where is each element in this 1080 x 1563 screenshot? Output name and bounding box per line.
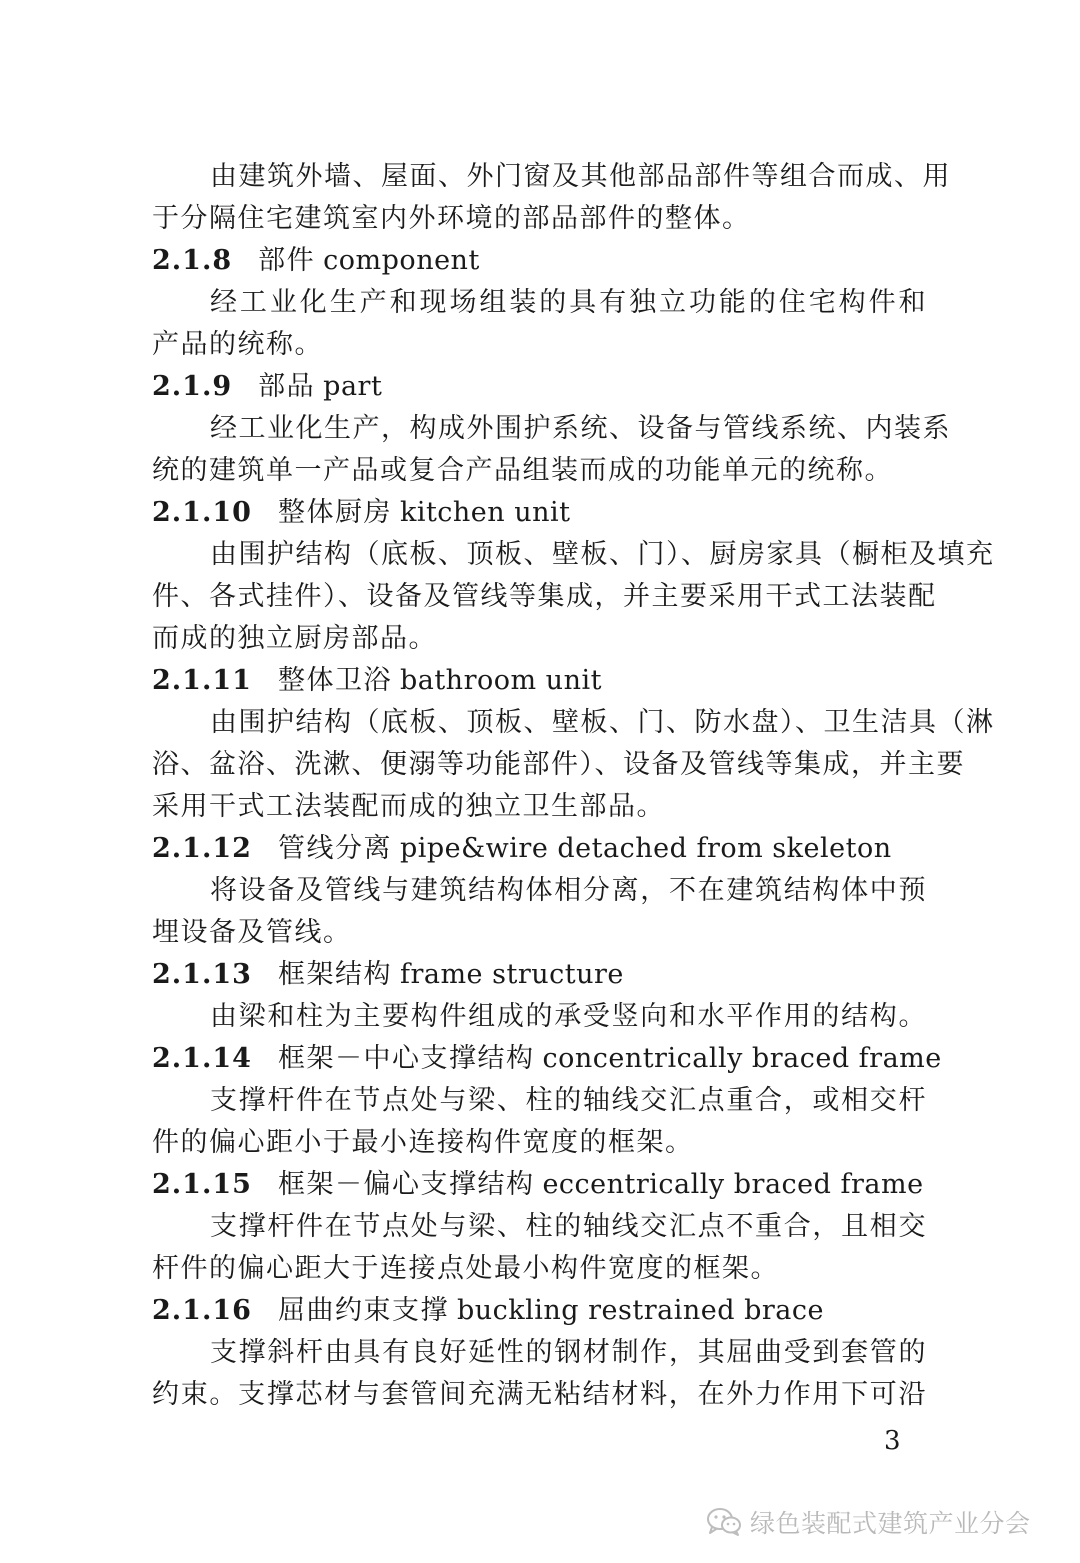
term-name-en: component bbox=[323, 245, 480, 276]
term-heading-2-1-10 bbox=[152, 496, 927, 530]
term-heading-2-1-14 bbox=[152, 1042, 942, 1076]
term-name-zh: 整体卫浴 bbox=[277, 665, 392, 696]
term-heading-2-1-8 bbox=[152, 244, 927, 278]
watermark bbox=[706, 1502, 1031, 1542]
term-name-en: kitchen unit bbox=[399, 497, 571, 528]
term-name-zh: 部件 bbox=[258, 245, 316, 276]
term-heading-2-1-11 bbox=[152, 664, 927, 698]
paragraph-line: 产品的统称。 bbox=[152, 329, 323, 360]
term-name-zh: 屈曲约束支撑 bbox=[277, 1295, 449, 1326]
paragraph-line: 于分隔住宅建筑室内外环境的部品部件的整体。 bbox=[152, 203, 751, 234]
term-name-en: concentrically braced frame bbox=[542, 1043, 942, 1074]
paragraph-line: 统的建筑单一产品或复合产品组装而成的功能单元的统称。 bbox=[152, 455, 893, 486]
term-name-zh: 整体厨房 bbox=[277, 497, 392, 528]
paragraph-line: 采用干式工法装配而成的独立卫生部品。 bbox=[152, 791, 665, 822]
term-number: 2.1.16 bbox=[152, 1295, 252, 1326]
paragraph-line: 埋设备及管线。 bbox=[152, 917, 352, 948]
paragraph-line: 支撑杆件在节点处与梁、柱的轴线交汇点重合，或相交杆 bbox=[210, 1085, 927, 1116]
term-name-en: part bbox=[323, 371, 383, 402]
paragraph-line: 由围护结构（底板、顶板、壁板、门）、厨房家具（橱柜及填充 bbox=[210, 539, 995, 570]
paragraph-line: 将设备及管线与建筑结构体相分离，不在建筑结构体中预 bbox=[210, 875, 927, 906]
term-name-zh: 框架－中心支撑结构 bbox=[277, 1043, 535, 1074]
term-number: 2.1.8 bbox=[152, 245, 233, 276]
term-number: 2.1.13 bbox=[152, 959, 252, 990]
term-name-en: pipe&wire detached from skeleton bbox=[399, 833, 892, 864]
term-number: 2.1.11 bbox=[152, 665, 252, 696]
term-heading-2-1-13 bbox=[152, 958, 927, 992]
term-name-zh: 部品 bbox=[258, 371, 316, 402]
watermark-text: 绿色装配式建筑产业分会 bbox=[750, 1509, 1031, 1538]
wechat-icon bbox=[706, 1507, 742, 1537]
term-heading-2-1-9 bbox=[152, 370, 927, 404]
term-name-en: eccentrically braced frame bbox=[542, 1169, 924, 1200]
term-name-en: bathroom unit bbox=[399, 665, 602, 696]
page-number: 3 bbox=[884, 1426, 901, 1456]
paragraph-line: 而成的独立厨房部品。 bbox=[152, 623, 437, 654]
paragraph-line: 支撑斜杆由具有良好延性的钢材制作，其屈曲受到套管的 bbox=[210, 1337, 927, 1368]
paragraph-line: 经工业化生产和现场组装的具有独立功能的住宅构件和 bbox=[210, 287, 927, 318]
paragraph-line: 浴、盆浴、洗漱、便溺等功能部件）、设备及管线等集成，并主要 bbox=[152, 749, 965, 780]
paragraph-line: 由建筑外墙、屋面、外门窗及其他部品部件等组合而成、用 bbox=[210, 161, 951, 192]
term-name-zh: 框架－偏心支撑结构 bbox=[277, 1169, 535, 1200]
term-number: 2.1.12 bbox=[152, 833, 252, 864]
term-heading-2-1-12 bbox=[152, 832, 927, 866]
term-name-zh: 管线分离 bbox=[277, 833, 392, 864]
term-number: 2.1.9 bbox=[152, 371, 233, 402]
paragraph-line: 件的偏心距小于最小连接构件宽度的框架。 bbox=[152, 1127, 694, 1158]
term-number: 2.1.10 bbox=[152, 497, 252, 528]
term-name-en: buckling restrained brace bbox=[456, 1295, 824, 1326]
term-name-zh: 框架结构 bbox=[277, 959, 392, 990]
paragraph-line: 支撑杆件在节点处与梁、柱的轴线交汇点不重合，且相交 bbox=[210, 1211, 927, 1242]
term-number: 2.1.14 bbox=[152, 1043, 252, 1074]
paragraph-line: 杆件的偏心距大于连接点处最小构件宽度的框架。 bbox=[152, 1253, 779, 1284]
paragraph-line: 经工业化生产，构成外围护系统、设备与管线系统、内装系 bbox=[210, 413, 951, 444]
paragraph-line: 由梁和柱为主要构件组成的承受竖向和水平作用的结构。 bbox=[210, 1001, 927, 1032]
paragraph-line: 约束。支撑芯材与套管间充满无粘结材料，在外力作用下可沿 bbox=[152, 1379, 927, 1410]
term-name-en: frame structure bbox=[399, 959, 624, 990]
term-number: 2.1.15 bbox=[152, 1169, 252, 1200]
paragraph-line: 由围护结构（底板、顶板、壁板、门、防水盘）、卫生洁具（淋 bbox=[210, 707, 995, 738]
term-heading-2-1-15 bbox=[152, 1168, 927, 1202]
paragraph-line: 件、各式挂件）、设备及管线等集成，并主要采用干式工法装配 bbox=[152, 581, 937, 612]
term-heading-2-1-16 bbox=[152, 1294, 927, 1328]
